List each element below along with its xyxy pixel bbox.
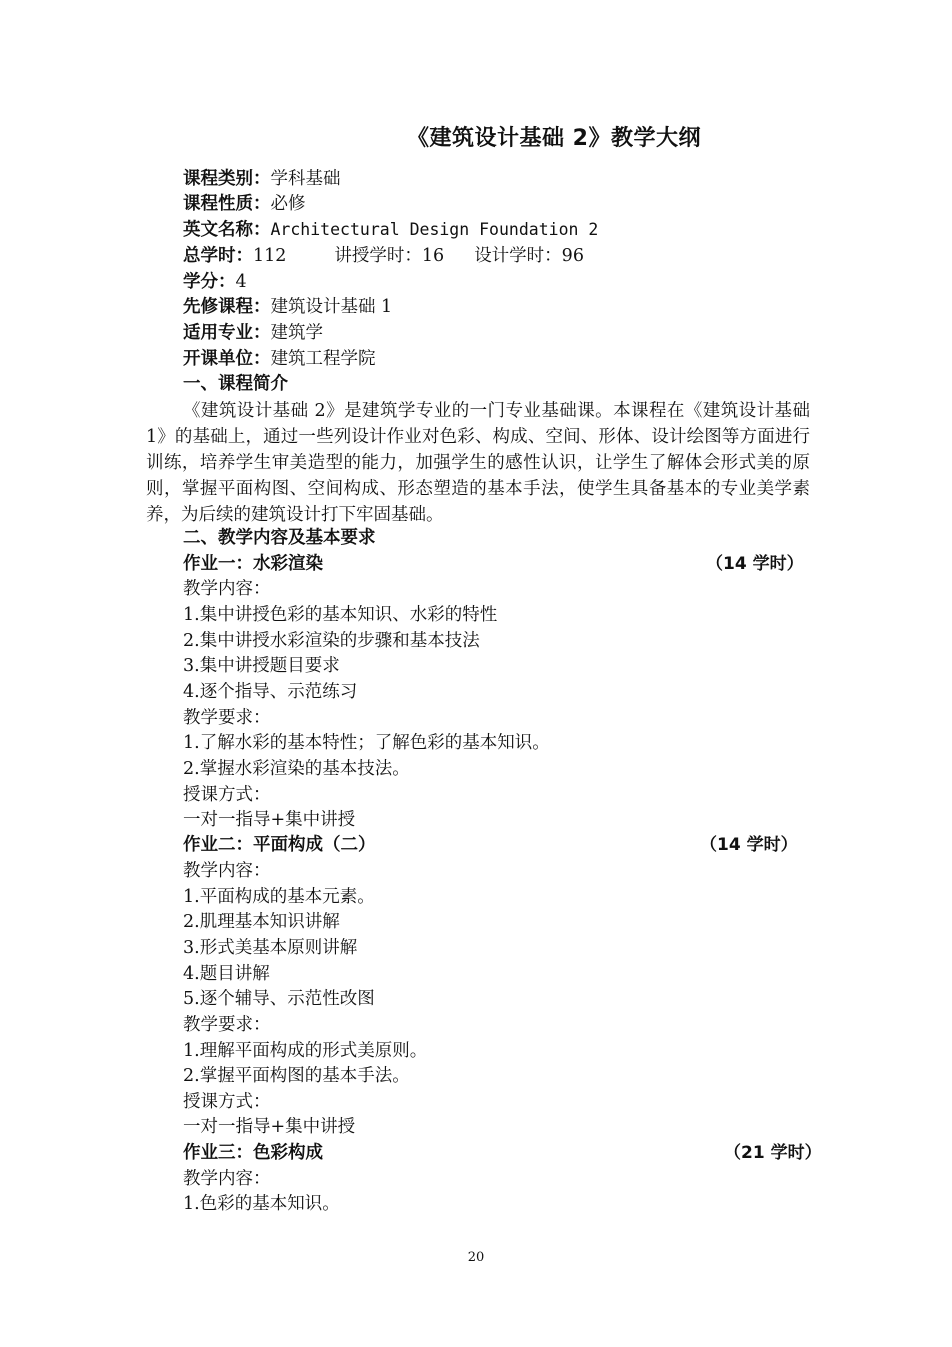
hw2-method-label: 授课方式： <box>183 1092 271 1112</box>
hw3-title: 作业三：色彩构成 <box>183 1143 323 1163</box>
info-unit: 开课单位：建筑工程学院 <box>183 349 376 369</box>
hw2-content-item: 3.形式美基本原则讲解 <box>183 938 358 958</box>
hw2-title: 作业二：平面构成（二） <box>183 835 376 855</box>
info-credits: 学分：4 <box>183 272 247 292</box>
hw1-req-item: 2.掌握水彩渲染的基本技法。 <box>183 759 410 779</box>
hw3-content-item: 1.色彩的基本知识。 <box>183 1194 340 1214</box>
hw1-content-item: 1.集中讲授色彩的基本知识、水彩的特性 <box>183 605 498 625</box>
info-hours: 总学时：112 讲授学时：16 设计学时：96 <box>183 246 584 266</box>
hw2-content-item: 1.平面构成的基本元素。 <box>183 887 375 907</box>
hw1-content-item: 4.逐个指导、示范练习 <box>183 682 358 702</box>
hw3-hours: （21 学时） <box>724 1143 822 1163</box>
info-major: 适用专业：建筑学 <box>183 323 323 343</box>
hw2-content-item: 2.肌理基本知识讲解 <box>183 912 340 932</box>
hw1-req-label: 教学要求： <box>183 708 271 728</box>
page-title: 《建筑设计基础 2》教学大纲 <box>407 126 701 151</box>
hw1-hours: （14 学时） <box>706 554 804 574</box>
section1-heading: 一、课程简介 <box>183 374 288 394</box>
hw1-method-label: 授课方式： <box>183 785 271 805</box>
hw2-req-item: 2.掌握平面构图的基本手法。 <box>183 1066 410 1086</box>
section1-body: 《建筑设计基础 2》是建筑学专业的一门专业基础课。本课程在《建筑设计基础 1》的基础上，通过一些列设计作业对色彩、构成、空间、形体、设计绘图等方面进行训练，培养学生审美造型的能力，加强学生的感性认识，让学生了解体会形式美的原则，掌握平面构图、空间构成、形态塑造的基本手法，使学生具备基本的专业美学素养，为后续的建筑设计打下牢固基础。 <box>146 401 810 525</box>
info-nature: 课程性质：必修 <box>183 194 306 214</box>
hw1-content-label: 教学内容： <box>183 579 271 599</box>
hw1-method: 一对一指导+集中讲授 <box>183 810 356 830</box>
hw2-req-label: 教学要求： <box>183 1015 271 1035</box>
info-prerequisite: 先修课程：建筑设计基础 1 <box>183 297 393 317</box>
hw2-hours: （14 学时） <box>700 835 798 855</box>
page-number: 20 <box>467 1250 485 1265</box>
info-category: 课程类别：学科基础 <box>183 169 341 189</box>
hw3-content-label: 教学内容： <box>183 1169 271 1189</box>
hw1-req-item: 1.了解水彩的基本特性；了解色彩的基本知识。 <box>183 733 550 753</box>
hw2-content-item: 5.逐个辅导、示范性改图 <box>183 989 375 1009</box>
hw2-content-item: 4.题目讲解 <box>183 964 270 984</box>
hw2-req-item: 1.理解平面构成的形式美原则。 <box>183 1041 428 1061</box>
hw1-content-item: 3.集中讲授题目要求 <box>183 656 340 676</box>
hw1-title: 作业一：水彩渲染 <box>183 554 323 574</box>
hw2-content-label: 教学内容： <box>183 861 271 881</box>
section2-heading: 二、教学内容及基本要求 <box>183 528 376 548</box>
hw2-method: 一对一指导+集中讲授 <box>183 1117 356 1137</box>
hw1-content-item: 2.集中讲授水彩渲染的步骤和基本技法 <box>183 631 480 651</box>
info-english-name: 英文名称：Architectural Design Foundation 2 <box>183 220 599 240</box>
